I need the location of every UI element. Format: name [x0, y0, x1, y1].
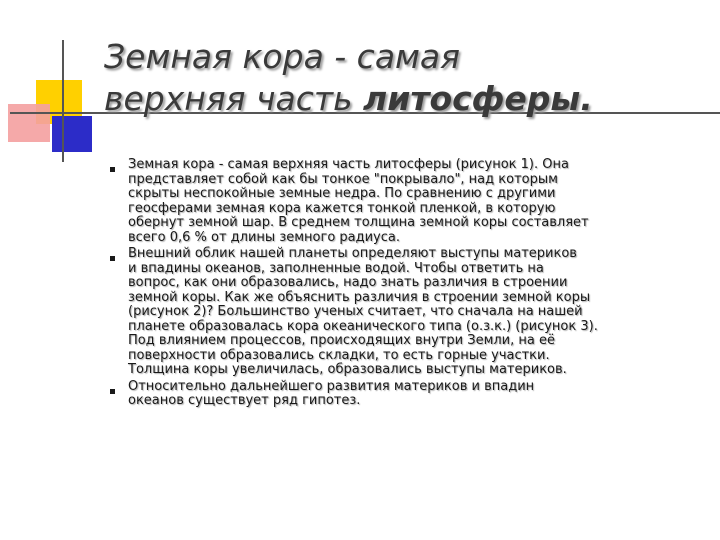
list-item	[110, 247, 706, 378]
bullet-square-icon	[110, 167, 115, 172]
bullet-text: Земная кора - самая верхняя часть литосферы (рисунок 1). Она представляет собой как бы тонкое "покрывало", над которым скрыты неспокойные земные недра. По сравнению с другими геосферами земная кора кажется тонкой пленкой, в которую обернут земной шар. В среднем толщина земной коры составляет всего 0,6 % от длины земного радиуса.	[128, 157, 589, 245]
bullet-square-icon	[110, 389, 115, 394]
slide-title	[104, 36, 704, 120]
slide-title-line2-plain: верхняя часть	[104, 79, 364, 118]
slide-title-line1: Земная кора - самая	[104, 37, 461, 76]
list-item	[110, 380, 706, 409]
list-item	[110, 158, 706, 245]
bullet-square-icon	[110, 256, 115, 261]
slide-title-line2-bold: литосферы.	[363, 79, 593, 118]
bullet-list	[110, 158, 706, 411]
bullet-text: Относительно дальнейшего развития материков и впадин океанов существует ряд гипотез.	[128, 378, 535, 408]
bullet-text: Внешний облик нашей планеты определяют выступы материков и впадины океанов, заполненные водой. Чтобы ответить на вопрос, как они образовались, надо знать различия в строении земной коры. Как же объяснить различия в строении земной коры (рисунок 2)? Большинство ученых считает, что сначала на нашей планете образовалась кора океанического типа (о.з.к.) (рисунок 3). Под влиянием процессов, происходящих внутри Земли, на её поверхности образовались складки, то есть горные участки. Толщина коры увеличилась, образовались выступы материков.	[128, 246, 598, 377]
